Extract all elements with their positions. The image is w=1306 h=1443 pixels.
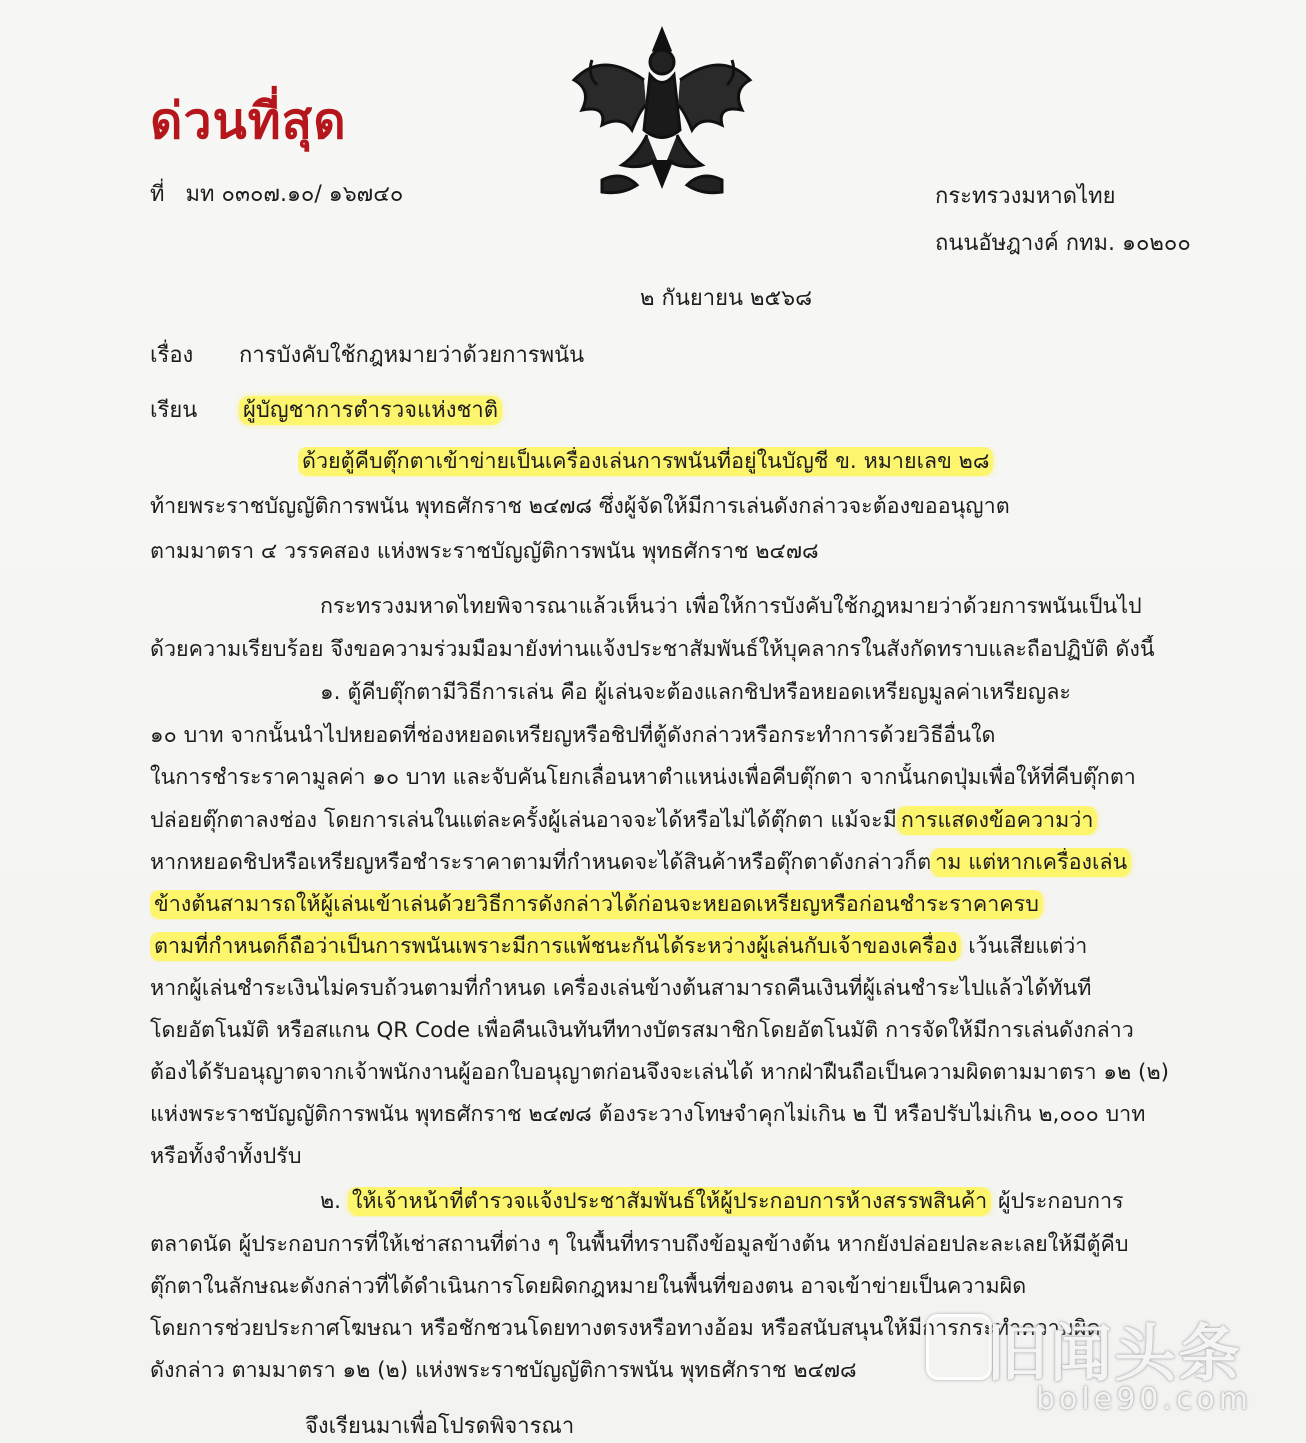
subject-label: เรื่อง <box>150 343 194 368</box>
body-line <box>150 890 1225 920</box>
document-number-value: มท ๐๓๐๗.๑๐/ ๑๖๗๔๐ <box>185 182 404 207</box>
recipient-row <box>150 392 502 427</box>
body-line: โดยการช่วยประกาศโฆษณา หรือชักชวนโดยทางตรงหรือทางอ้อม หรือสนับสนุนให้มีการกระทำความผิด <box>150 1316 1101 1341</box>
document-number-label: ที่ <box>150 182 165 207</box>
subject-row <box>150 337 584 372</box>
highlighted-text: ให้เจ้าหน้าที่ตำรวจแจ้งประชาสัมพันธ์ให้ผู้ประกอบการห้างสรรพสินค้า <box>348 1187 991 1216</box>
watermark-url: bole90.com <box>1036 1382 1252 1417</box>
body-line: ต้องได้รับอนุญาตจากเจ้าพนักงานผู้ออกใบอนุญาตก่อนจึงจะเล่นได้ หากฝ่าฝืนถือเป็นความผิดตามมาตรา ๑๒ (๒) <box>150 1060 1170 1085</box>
body-line: ในการชำระราคามูลค่า ๑๐ บาท และจับคันโยกเลื่อนหาตำแหน่งเพื่อคีบตุ๊กตา จากนั้นกดปุ่มเพื่อให้ที่คีบตุ๊กตา <box>150 765 1136 790</box>
highlighted-text: การแสดงข้อความว่า <box>897 806 1098 835</box>
body-text: ผู้ประกอบการ <box>991 1189 1124 1214</box>
body-line: โดยอัตโนมัติ หรือสแกน QR Code เพื่อคืนเงินทันทีทางบัตรสมาชิกโดยอัตโนมัติ การจัดให้มีการเล่นดังกล่าว <box>150 1018 1134 1043</box>
body-line: ตุ๊กตาในลักษณะดังกล่าวที่ได้ดำเนินการโดยผิดกฎหมายในพื้นที่ของตน อาจเข้าข่ายเป็นความผิด <box>150 1274 1027 1299</box>
body-line: หากผู้เล่นชำระเงินไม่ครบถ้วนตามที่กำหนด เครื่องเล่นข้างต้นสามารถคืนเงินที่ผู้เล่นชำระไปแล้วได้ทันที <box>150 976 1092 1001</box>
recipient-label: เรียน <box>150 398 198 423</box>
urgency-stamp: ด่วนที่สุด <box>150 92 347 150</box>
body-text: หากหยอดชิปหรือเหรียญหรือชำระราคาตามที่กำหนดจะได้สินค้าหรือตุ๊กตาดังกล่าวก็ต <box>150 850 932 875</box>
watermark <box>916 1304 1296 1424</box>
body-line: ดังกล่าว ตามมาตรา ๑๒ (๒) แห่งพระราชบัญญัติการพนัน พุทธศักราช ๒๔๗๘ <box>150 1358 857 1383</box>
body-line: ๑๐ บาท จากนั้นนำไปหยอดที่ช่องหยอดเหรียญหรือชิปที่ตู้ดังกล่าวหรือกระทำการด้วยวิธีอื่นใด <box>150 723 996 748</box>
highlighted-text: ด้วยตู้คีบตุ๊กตาเข้าข่ายเป็นเครื่องเล่นการพนันที่อยู่ในบัญชี ข. หมายเลข ๒๘ <box>298 447 993 476</box>
body-line: ท้ายพระราชบัญญัติการพนัน พุทธศักราช ๒๔๗๘ ซึ่งผู้จัดให้มีการเล่นดังกล่าวจะต้องขออนุญาต <box>150 494 1010 519</box>
highlighted-text: าม แต่หากเครื่องเล่น <box>931 848 1131 877</box>
closing-line: จึงเรียนมาเพื่อโปรดพิจารณา <box>305 1414 575 1439</box>
recipient-text: ผู้บัญชาการตำรวจแห่งชาติ <box>239 396 502 425</box>
body-line <box>150 848 1225 878</box>
ministry-name: กระทรวงมหาดไทย <box>935 184 1116 209</box>
ministry-address: ถนนอัษฎางค์ กทม. ๑๐๒๐๐ <box>935 231 1191 256</box>
document-date: ๒ กันยายน ๒๕๖๘ <box>640 286 813 311</box>
body-line <box>150 932 1225 962</box>
body-line: กระทรวงมหาดไทยพิจารณาแล้วเห็นว่า เพื่อให้การบังคับใช้กฎหมายว่าด้วยการพนันเป็นไป <box>320 594 1142 619</box>
body-line: ตลาดนัด ผู้ประกอบการที่ให้เช่าสถานที่ต่าง ๆ ในพื้นที่ทราบถึงข้อมูลข้างต้น หากยังปล่อยปละละเลยให้มีตู้คีบ <box>150 1232 1129 1257</box>
body-line: ตามมาตรา ๔ วรรคสอง แห่งพระราชบัญญัติการพนัน พุทธศักราช ๒๔๗๘ <box>150 539 819 564</box>
watermark-title: 旧闻头条 <box>986 1317 1243 1390</box>
watermark-logo-icon <box>926 1314 992 1380</box>
body-line: แห่งพระราชบัญญัติการพนัน พุทธศักราช ๒๔๗๘ ต้องระวางโทษจำคุกไม่เกิน ๒ ปี หรือปรับไม่เกิน ๒,๐๐๐ บาท <box>150 1102 1146 1127</box>
body-text: เว้นเสียแต่ว่า <box>961 934 1088 959</box>
body-text: ปล่อยตุ๊กตาลงช่อง โดยการเล่นในแต่ละครั้งผู้เล่นอาจจะได้หรือไม่ได้ตุ๊กตา แม้จะมี <box>150 808 897 833</box>
body-line <box>298 447 1228 477</box>
highlighted-text: ตามที่กำหนดก็ถือว่าเป็นการพนันเพราะมีการแพ้ชนะกันได้ระหว่างผู้เล่นกับเจ้าของเครื่อง <box>150 932 961 961</box>
body-line <box>320 1187 1225 1217</box>
body-line: หรือทั้งจำทั้งปรับ <box>150 1144 302 1169</box>
body-line: ด้วยความเรียบร้อย จึงขอความร่วมมือมายังท่านแจ้งประชาสัมพันธ์ให้บุคลากรในสังกัดทราบและถือปฏิบัติ ดังนี้ <box>150 637 1155 662</box>
body-text: ๒. <box>320 1189 348 1214</box>
body-line <box>150 806 1225 836</box>
document-number <box>150 176 403 211</box>
body-line: ๑. ตู้คีบตุ๊กตามีวิธีการเล่น คือ ผู้เล่นจะต้องแลกชิปหรือหยอดเหรียญมูลค่าเหรียญละ <box>320 680 1071 705</box>
garuda-emblem-icon <box>562 20 762 205</box>
highlighted-text: ข้างต้นสามารถให้ผู้เล่นเข้าเล่นด้วยวิธีการดังกล่าวได้ก่อนจะหยอดเหรียญหรือก่อนชำระราคาครบ <box>150 890 1043 919</box>
subject-text: การบังคับใช้กฎหมายว่าด้วยการพนัน <box>239 343 585 368</box>
